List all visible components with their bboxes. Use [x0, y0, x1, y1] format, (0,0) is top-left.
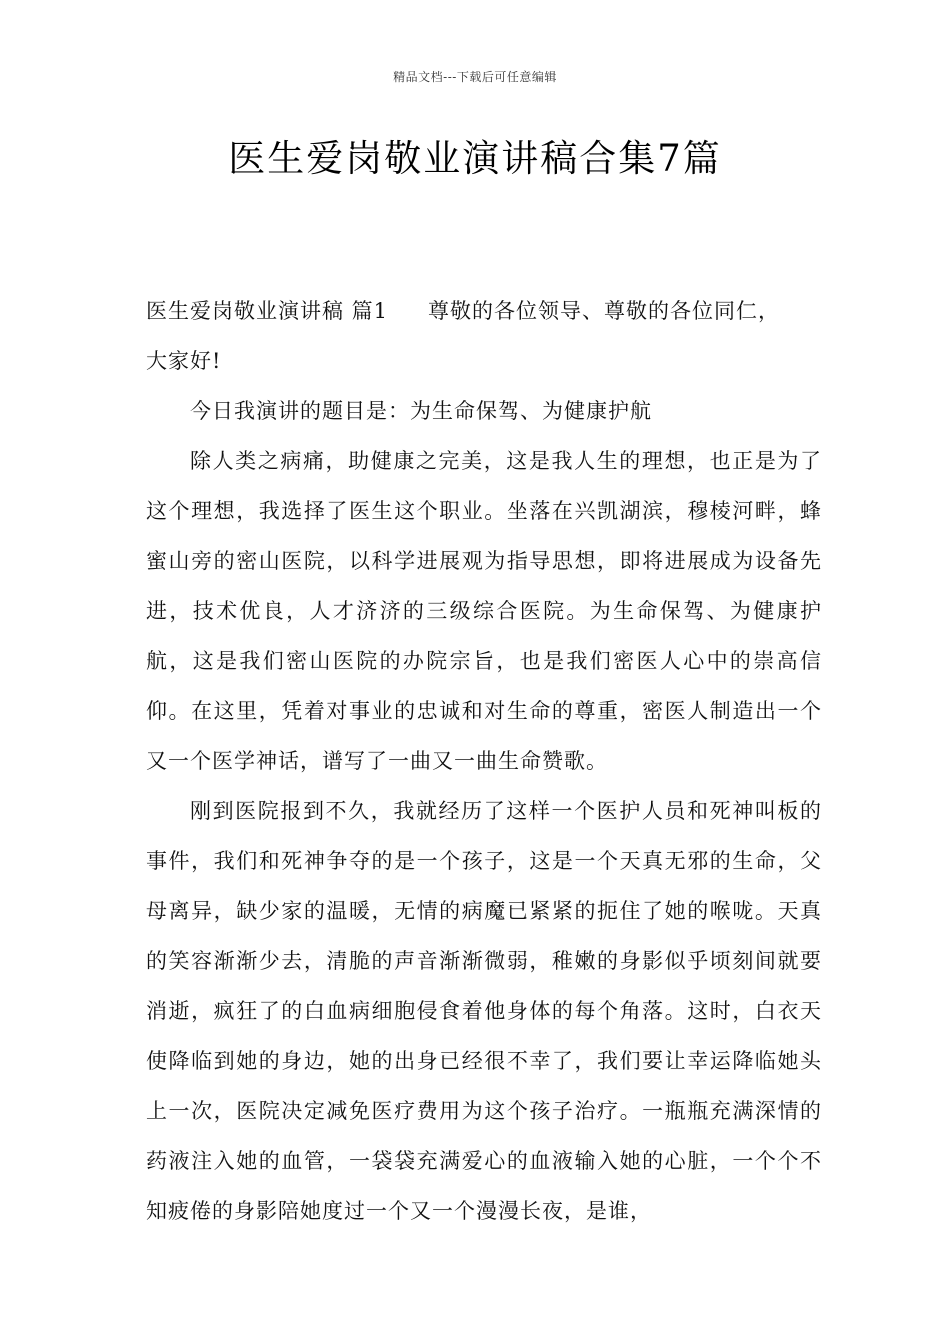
- paragraph-story: 刚到医院报到不久，我就经历了这样一个医护人员和死神叫板的事件，我们和死神争夺的是一个孩子，这是一个天真无邪的生命，父母离异，缺少家的温暖，无情的病魔已紧紧的扼住了她的喉咙。天真的笑容渐渐少去，清脆的声音渐渐微弱，稚嫩的身影似乎顷刻间就要消逝，疯狂了的白血病细胞侵食着他身体的每个角落。这时，白衣天使降临到她的身边，她的出身已经很不幸了，我们要让幸运降临她头上一次，医院决定减免医疗费用为这个孩子治疗。一瓶瓶充满深情的药液注入她的血管，一袋袋充满爱心的血液输入她的心脏，一个个不知疲倦的身影陪她度过一个又一个漫漫长夜，是谁，: [146, 799, 822, 1223]
- page-header: 精品文档---下载后可任意编辑: [393, 70, 557, 84]
- opening-line: [146, 286, 822, 336]
- paragraph-topic: 今日我演讲的题目是：为生命保驾、为健康护航: [190, 399, 652, 423]
- paragraph-ideal: 除人类之病痛，助健康之完美，这是我人生的理想，也正是为了这个理想，我选择了医生这个职业。坐落在兴凯湖滨，穆棱河畔，蜂蜜山旁的密山医院，以科学进展观为指导思想，即将进展成为设备先进，技术优良，人才济济的三级综合医院。为生命保驾、为健康护航，这是我们密山医院的办院宗旨，也是我们密医人心中的崇高信仰。在这里，凭着对事业的忠诚和对生命的尊重，密医人制造出一个又一个医学神话，谱写了一曲又一曲生命赞歌。: [146, 449, 822, 773]
- document-body: [146, 286, 822, 1236]
- document-title: 医生爱岗敬业演讲稿合集7篇: [228, 137, 722, 180]
- section-label: 医生爱岗敬业演讲稿 篇1: [146, 299, 389, 323]
- salutation: 尊敬的各位领导、尊敬的各位同仁，: [428, 299, 781, 323]
- greeting: 大家好!: [146, 349, 222, 373]
